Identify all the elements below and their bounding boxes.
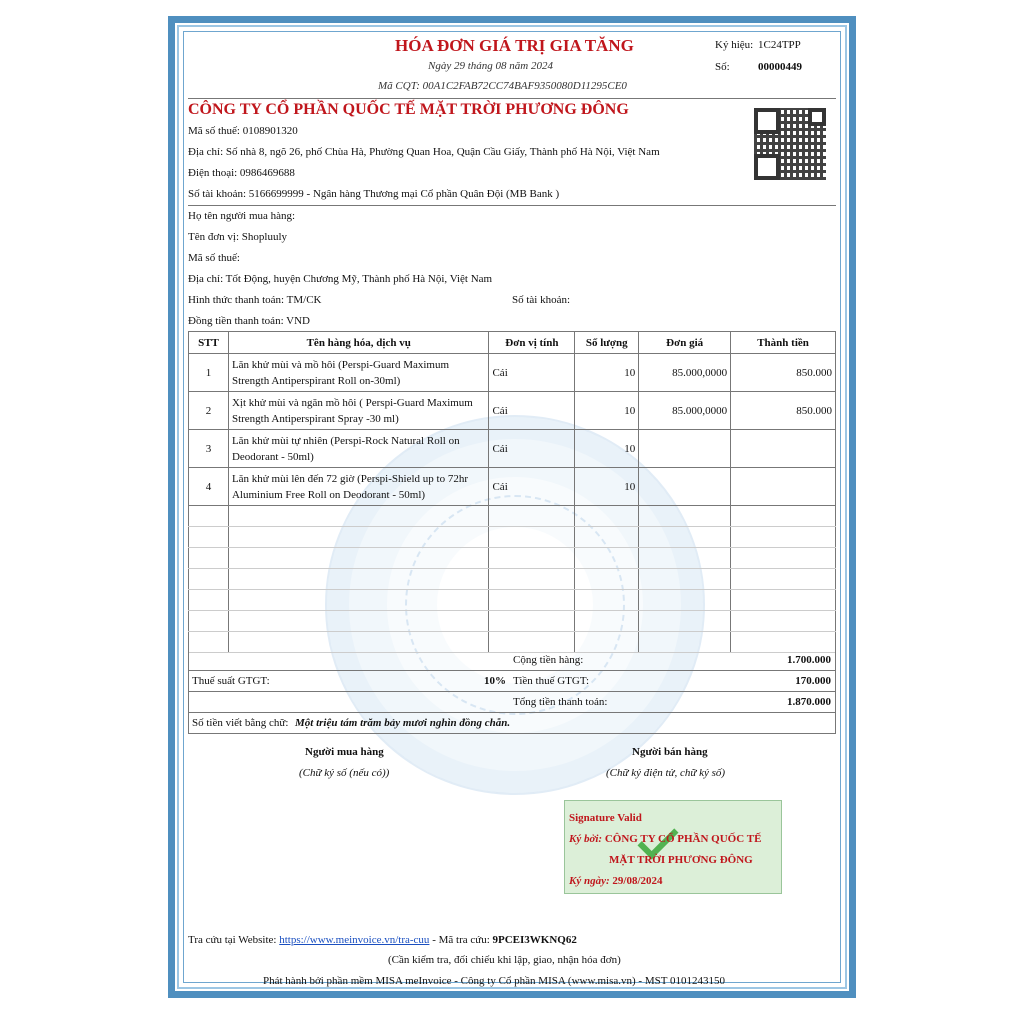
- signed-date: 29/08/2024: [612, 875, 663, 887]
- cell-unit: Cái: [489, 468, 575, 506]
- cell-price: [639, 468, 731, 506]
- buyer-tax: Mã số thuế:: [188, 252, 240, 264]
- qr-code-icon: [754, 108, 826, 180]
- cell-name: Lăn khử mùi lên đến 72 giờ (Perspi-Shield up to 72hr Aluminium Free Roll on Deodorant - 50ml): [228, 468, 489, 506]
- table-row-empty: [189, 569, 836, 590]
- digital-signature-box[interactable]: [564, 800, 782, 894]
- cell-stt: 4: [189, 468, 229, 506]
- seller-sign-hint: (Chữ ký điện tử, chữ ký số): [606, 767, 726, 779]
- cell-name: Lăn khử mùi và mồ hôi (Perspi-Guard Maximum Strength Antiperspirant Roll on-30ml): [228, 354, 489, 392]
- cell-amount: [731, 430, 836, 468]
- buyer-currency: Đồng tiền thanh toán: VND: [188, 315, 311, 327]
- lookup-link[interactable]: https://www.meinvoice.vn/tra-cuu: [279, 934, 430, 946]
- subtotal-label: Cộng tiền hàng:: [513, 654, 584, 666]
- divider: [188, 205, 836, 206]
- lookup-code: 9PCEI3WKNQ62: [492, 934, 577, 946]
- buyer-address: Địa chỉ: Tốt Động, huyện Chương Mỹ, Thành phố Hà Nội, Việt Nam: [188, 273, 493, 285]
- table-row-empty: [189, 611, 836, 632]
- seller-address: Địa chỉ: Số nhà 8, ngõ 26, phố Chùa Hà, Phường Quan Hoa, Quận Cầu Giấy, Thành phố Hà Nội, Việt Nam: [188, 146, 660, 158]
- seller-phone: Điện thoại: 0986469688: [188, 167, 295, 179]
- subtotal-row: [188, 650, 836, 671]
- cell-unit: Cái: [489, 392, 575, 430]
- buyer-name: Họ tên người mua hàng:: [188, 210, 296, 222]
- invoice-title: HÓA ĐƠN GIÁ TRỊ GIA TĂNG: [395, 36, 634, 55]
- cell-qty: 10: [575, 430, 639, 468]
- total-row: [188, 692, 836, 713]
- cell-unit: Cái: [489, 354, 575, 392]
- cell-price: 85.000,0000: [639, 354, 731, 392]
- cell-amount: 850.000: [731, 392, 836, 430]
- words-row: [188, 713, 836, 734]
- total-value: 1.870.000: [787, 696, 831, 708]
- seller-name: CÔNG TY CỔ PHẦN QUỐC TẾ MẶT TRỜI PHƯƠNG ĐÔNG: [188, 101, 629, 118]
- footer-publisher: Phát hành bởi phần mềm MISA meInvoice - Công ty Cổ phần MISA (www.misa.vn) - MST 0101243150: [263, 975, 725, 987]
- buyer-sign-hint: (Chữ ký số (nếu có)): [299, 767, 390, 779]
- seller-account: Số tài khoản: 5166699999 - Ngân hàng Thương mại Cổ phần Quân Đội (MB Bank ): [188, 188, 560, 200]
- cell-amount: [731, 468, 836, 506]
- cell-price: 85.000,0000: [639, 392, 731, 430]
- seller-sign-label: Người bán hàng: [632, 746, 708, 758]
- table-row-empty: [189, 527, 836, 548]
- invoice-mcqt: Mã CQT: 00A1C2FAB72CC74BAF9350080D11295CE0: [378, 80, 627, 92]
- table-row-empty: [189, 548, 836, 569]
- cell-qty: 10: [575, 392, 639, 430]
- words-label: Số tiền viết bằng chữ:: [192, 717, 289, 729]
- signature-valid: Signature Valid: [569, 812, 642, 824]
- cell-unit: Cái: [489, 430, 575, 468]
- table-row: [189, 430, 836, 468]
- words-value: Một triệu tám trăm bảy mươi nghìn đồng chẵn.: [295, 717, 511, 729]
- footer-note: (Cần kiểm tra, đối chiếu khi lập, giao, nhận hóa đơn): [388, 954, 621, 966]
- signed-by-2: MẶT TRỜI PHƯƠNG ĐÔNG: [609, 854, 753, 866]
- table-row: [189, 354, 836, 392]
- lookup-prefix: Tra cứu tại Website:: [188, 934, 277, 946]
- header-unit: Đơn vị tính: [489, 332, 575, 354]
- so-value: 00000449: [758, 61, 802, 73]
- vat-rate-value: 10%: [484, 675, 506, 687]
- table-row: [189, 468, 836, 506]
- totals-block: [188, 650, 836, 734]
- header-price: Đơn giá: [639, 332, 731, 354]
- invoice-date: Ngày 29 tháng 08 năm 2024: [428, 60, 553, 72]
- header-qty: Số lượng: [575, 332, 639, 354]
- subtotal-value: 1.700.000: [787, 654, 831, 666]
- kyhieu-value: 1C24TPP: [758, 39, 801, 51]
- signed-by-1: CÔNG TY CỔ PHẦN QUỐC TẾ: [604, 833, 762, 845]
- vat-rate-label: Thuế suất GTGT:: [192, 675, 270, 687]
- cell-price: [639, 430, 731, 468]
- buyer-payment: Hình thức thanh toán: TM/CK: [188, 294, 322, 306]
- cell-stt: 3: [189, 430, 229, 468]
- header-amount: Thành tiền: [731, 332, 836, 354]
- cell-amount: 850.000: [731, 354, 836, 392]
- signed-date-label: Ký ngày:: [569, 875, 610, 887]
- cell-qty: 10: [575, 468, 639, 506]
- cell-stt: 1: [189, 354, 229, 392]
- cell-name: Xịt khử mùi và ngăn mồ hôi ( Perspi-Guard Maximum Strength Antiperspirant Spray -30 ml): [228, 392, 489, 430]
- vat-label: Tiền thuế GTGT:: [513, 675, 590, 687]
- cell-stt: 2: [189, 392, 229, 430]
- table-row-empty: [189, 590, 836, 611]
- header-name: Tên hàng hóa, dịch vụ: [228, 332, 489, 354]
- buyer-sign-label: Người mua hàng: [305, 746, 384, 758]
- buyer-unit: Tên đơn vị: Shopluuly: [188, 231, 288, 243]
- vat-value: 170.000: [795, 675, 831, 687]
- signed-by-label: Ký bởi:: [569, 833, 603, 845]
- divider: [188, 98, 836, 99]
- buyer-account: Số tài khoản:: [512, 294, 571, 306]
- table-row: [189, 392, 836, 430]
- so-label: Số:: [715, 61, 730, 73]
- header-stt: STT: [189, 332, 229, 354]
- kyhieu-label: Ký hiệu:: [715, 39, 754, 51]
- table-header-row: [189, 332, 836, 354]
- cell-qty: 10: [575, 354, 639, 392]
- seller-tax: Mã số thuế: 0108901320: [188, 125, 298, 137]
- total-label: Tổng tiền thanh toán:: [513, 696, 608, 708]
- cell-name: Lăn khử mùi tự nhiên (Perspi-Rock Natural Roll on Deodorant - 50ml): [228, 430, 489, 468]
- table-row-empty: [189, 506, 836, 527]
- items-table: [188, 331, 836, 653]
- code-prefix: - Mã tra cứu:: [432, 934, 490, 946]
- vat-row: [188, 671, 836, 692]
